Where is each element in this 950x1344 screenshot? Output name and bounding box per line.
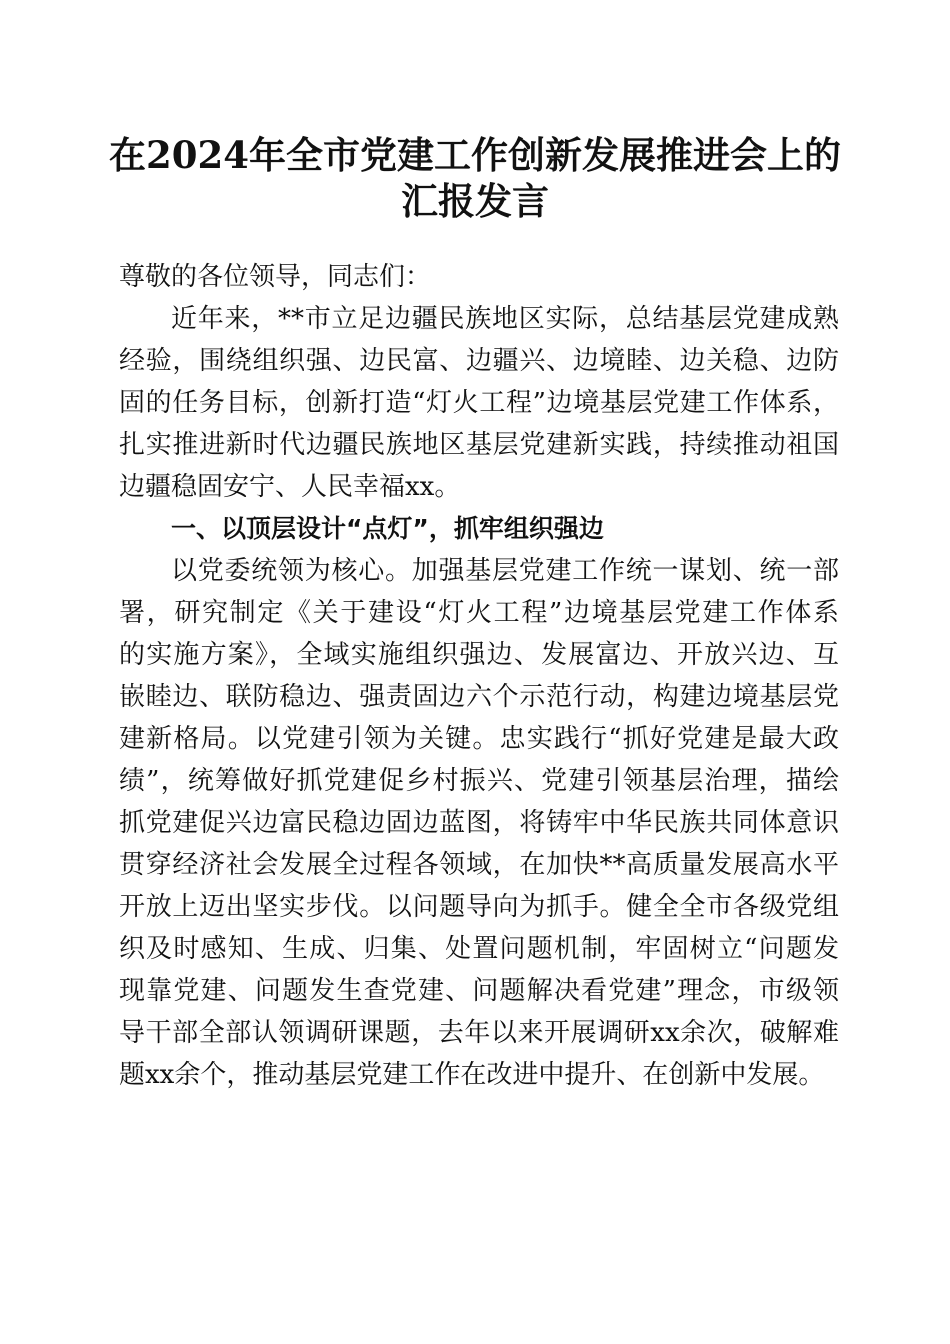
paragraph-line: 抓党建促兴边富民稳边固边蓝图，将铸牢中华民族共同体意识: [119, 808, 839, 838]
paragraph-line: 导干部全部认领调研课题，去年以来开展调研xx余次，破解难: [119, 1018, 839, 1048]
paragraph-line: 署，研究制定《关于建设“灯火工程”边境基层党建工作体系: [119, 598, 839, 628]
paragraph-line: 以党委统领为核心。加强基层党建工作统一谋划、统一部: [171, 556, 839, 586]
paragraph-line: 的实施方案》，全域实施组织强边、发展富边、开放兴边、互: [119, 640, 839, 670]
paragraph-line: 近年来，**市立足边疆民族地区实际，总结基层党建成熟: [171, 304, 839, 334]
title-line: 汇报发言: [401, 179, 549, 223]
section-heading: 一、以顶层设计“点灯”，抓牢组织强边: [171, 514, 604, 543]
paragraph-line: 绩”，统筹做好抓党建促乡村振兴、党建引领基层治理，描绘: [119, 766, 839, 796]
paragraph-line: 固的任务目标，创新打造“灯火工程”边境基层党建工作体系，: [119, 388, 839, 418]
paragraph-line: 开放上迈出坚实步伐。以问题导向为抓手。健全全市各级党组: [119, 892, 839, 922]
paragraph-line: 建新格局。以党建引领为关键。忠实践行“抓好党建是最大政: [119, 724, 839, 754]
paragraph-line: 现靠党建、问题发生查党建、问题解决看党建”理念，市级领: [119, 976, 839, 1006]
paragraph-line: 织及时感知、生成、归集、处置问题机制，牢固树立“问题发: [119, 934, 839, 964]
paragraph-line: 经验，围绕组织强、边民富、边疆兴、边境睦、边关稳、边防: [119, 346, 839, 376]
document-title: [100, 132, 850, 224]
salutation: 尊敬的各位领导，同志们：: [119, 262, 432, 292]
title-line: 在2024年全市党建工作创新发展推进会上的: [109, 133, 841, 177]
paragraph-line: 边疆稳固安宁、人民幸福xx。: [119, 472, 461, 502]
paragraph-line: 扎实推进新时代边疆民族地区基层党建新实践，持续推动祖国: [119, 430, 839, 460]
paragraph-line: 贯穿经济社会发展全过程各领域，在加快**高质量发展高水平: [119, 850, 839, 880]
paragraph-line: 题xx余个，推动基层党建工作在改进中提升、在创新中发展。: [119, 1060, 825, 1090]
intro-paragraph: [119, 298, 839, 508]
paragraph-line: 嵌睦边、联防稳边、强责固边六个示范行动，构建边境基层党: [119, 682, 839, 712]
section1-paragraph: [119, 550, 839, 1096]
document-body: [119, 256, 839, 1096]
